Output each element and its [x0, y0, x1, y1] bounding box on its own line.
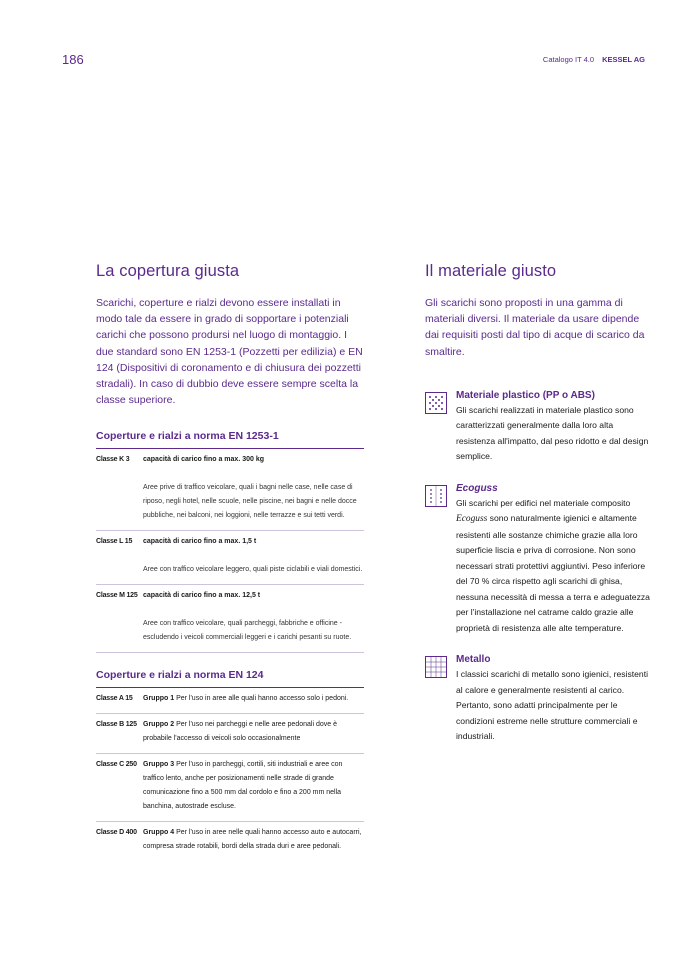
- desc-suffix: sono naturalmente igienici e altamente resistenti alle sostanze chimiche grazie alla loro superficie liscia e priva di corrosione. Non sono necessari strati protettivi aggiuntivi. Peso inferiore del 70 % circa rispetto agli scarichi di ghisa, nessuna necessità di messa a terra e adeguatezza per l'installazione nel catrame caldo grazie alle proprietà di resistenza alle alte temperature.: [456, 513, 650, 633]
- group-description: [143, 692, 364, 706]
- table-row: [96, 822, 364, 861]
- material-description: Gli scarichi realizzati in materiale plastico sono caratterizzati generalmente dalla loro alta resistenza all'impatto, dal peso ridotto e dal design semplice.: [456, 404, 649, 462]
- section-title-copertura: La copertura giusta: [96, 262, 240, 280]
- desc-prefix: Gli scarichi per edifici nel materiale composito: [456, 497, 631, 508]
- material-title: Materiale plastico (PP o ABS): [456, 389, 595, 401]
- material-description: I classici scarichi di metallo sono igienici, resistenti al calore e generalmente resistenti al carico. Pertanto, sono adatti principalmente per le condizioni estreme nelle strutture commerciali e industriali.: [456, 669, 648, 742]
- brand-ecoguss: Ecoguss: [456, 514, 488, 525]
- group-label: Gruppo 1: [143, 695, 175, 703]
- load-capacity: capacità di carico fino a max. 12,5 t: [143, 592, 261, 600]
- load-capacity: capacità di carico fino a max. 1,5 t: [143, 538, 257, 546]
- class-label: Classe A 15: [96, 695, 133, 703]
- group-label: Gruppo 3: [143, 761, 175, 769]
- table-row: [96, 585, 364, 653]
- group-text: Per l'uso in aree alle quali hanno accesso solo i pedoni.: [176, 695, 349, 703]
- group-label: Gruppo 4: [143, 829, 175, 837]
- intro-copertura: Scarichi, coperture e rialzi devono essere installati in modo tale da essere in grado di sopportare i potenziali carichi che possono prodursi nel luogo di montaggio. I due standard sono EN 1253-1 (Pozzetti per edilizia) e EN 124 (Dispositivi di coronamento e di chiusura dei pozzetti stradali). In caso di dubbio deve essere sempre scelta la classe superiore.: [96, 297, 363, 407]
- group-text: Per l'uso in parcheggi, cortili, siti industriali e aree con traffico lento, anche per posizionamenti nelle strade di grande comunicazione fino a 500 mm dal cordolo e fino a 200 mm nella banchina, autostrade escluse.: [143, 761, 343, 811]
- group-text: Per l'uso in aree nelle quali hanno accesso auto e autocarri, compresa strade rotabili, bordi della strada duri e aree pedonali.: [143, 829, 362, 851]
- class-description: Aree con traffico veicolare leggero, quali piste ciclabili e viali domestici.: [143, 566, 363, 574]
- page-number: 186: [62, 52, 84, 67]
- group-description: [143, 718, 364, 746]
- brand-name: KESSEL AG: [602, 55, 645, 64]
- material-title: Ecoguss: [456, 482, 498, 494]
- table-row: [96, 714, 364, 754]
- class-label: Classe K 3: [96, 456, 130, 464]
- class-label: Classe L 15: [96, 538, 133, 546]
- load-capacity: capacità di carico fino a max. 300 kg: [143, 456, 264, 464]
- group-description: [143, 758, 364, 814]
- subheading-en124: Coperture e rialzi a norma EN 124: [96, 669, 364, 688]
- material-title: Metallo: [456, 654, 491, 666]
- group-description: [143, 826, 364, 854]
- subheading-en1253: Coperture e rialzi a norma EN 1253-1: [96, 430, 364, 449]
- table-row: [96, 531, 364, 585]
- material-description: [456, 496, 653, 637]
- class-label: Classe M 125: [96, 592, 138, 600]
- material-metal: [425, 654, 653, 745]
- class-label: Classe D 400: [96, 829, 137, 837]
- dots-grid-icon: [425, 485, 447, 507]
- table-row: [96, 449, 364, 531]
- section-title-materiale: Il materiale giusto: [425, 262, 557, 280]
- material-plastic: [425, 390, 653, 465]
- material-ecoguss: [425, 483, 653, 637]
- class-description: Aree prive di traffico veicolare, quali i bagni nelle case, nelle case di riposo, negli hotel, nelle scuole, nelle piscine, nei bagni e nelle docce pubbliche, nei balconi, nei loggioni, nelle terrazze e sui tetti verdi.: [143, 484, 357, 520]
- right-column: [425, 262, 653, 745]
- grid-icon: [425, 656, 447, 678]
- class-description: Aree con traffico veicolare, quali parcheggi, fabbriche e officine - escludendo i veicoli commerciali leggeri e i carichi pesanti su ruote.: [143, 620, 352, 642]
- running-header: [543, 55, 645, 64]
- left-column: [96, 262, 364, 861]
- group-text: Per l'uso nei parcheggi e nelle aree pedonali dove è probabile l'accesso di veicoli solo occasionalmente: [143, 721, 337, 743]
- intro-materiale: Gli scarichi sono proposti in una gamma di materiali diversi. Il materiale da usare dipende dai requisiti posti dal tipo di acque di scarico da smaltire.: [425, 297, 645, 358]
- class-label: Classe B 125: [96, 721, 137, 729]
- table-row: [96, 754, 364, 822]
- class-label: Classe C 250: [96, 761, 137, 769]
- dots-pattern-icon: [425, 392, 447, 414]
- catalog-name: Catalogo IT 4.0: [542, 55, 595, 64]
- group-label: Gruppo 2: [143, 721, 175, 729]
- table-row: [96, 688, 364, 714]
